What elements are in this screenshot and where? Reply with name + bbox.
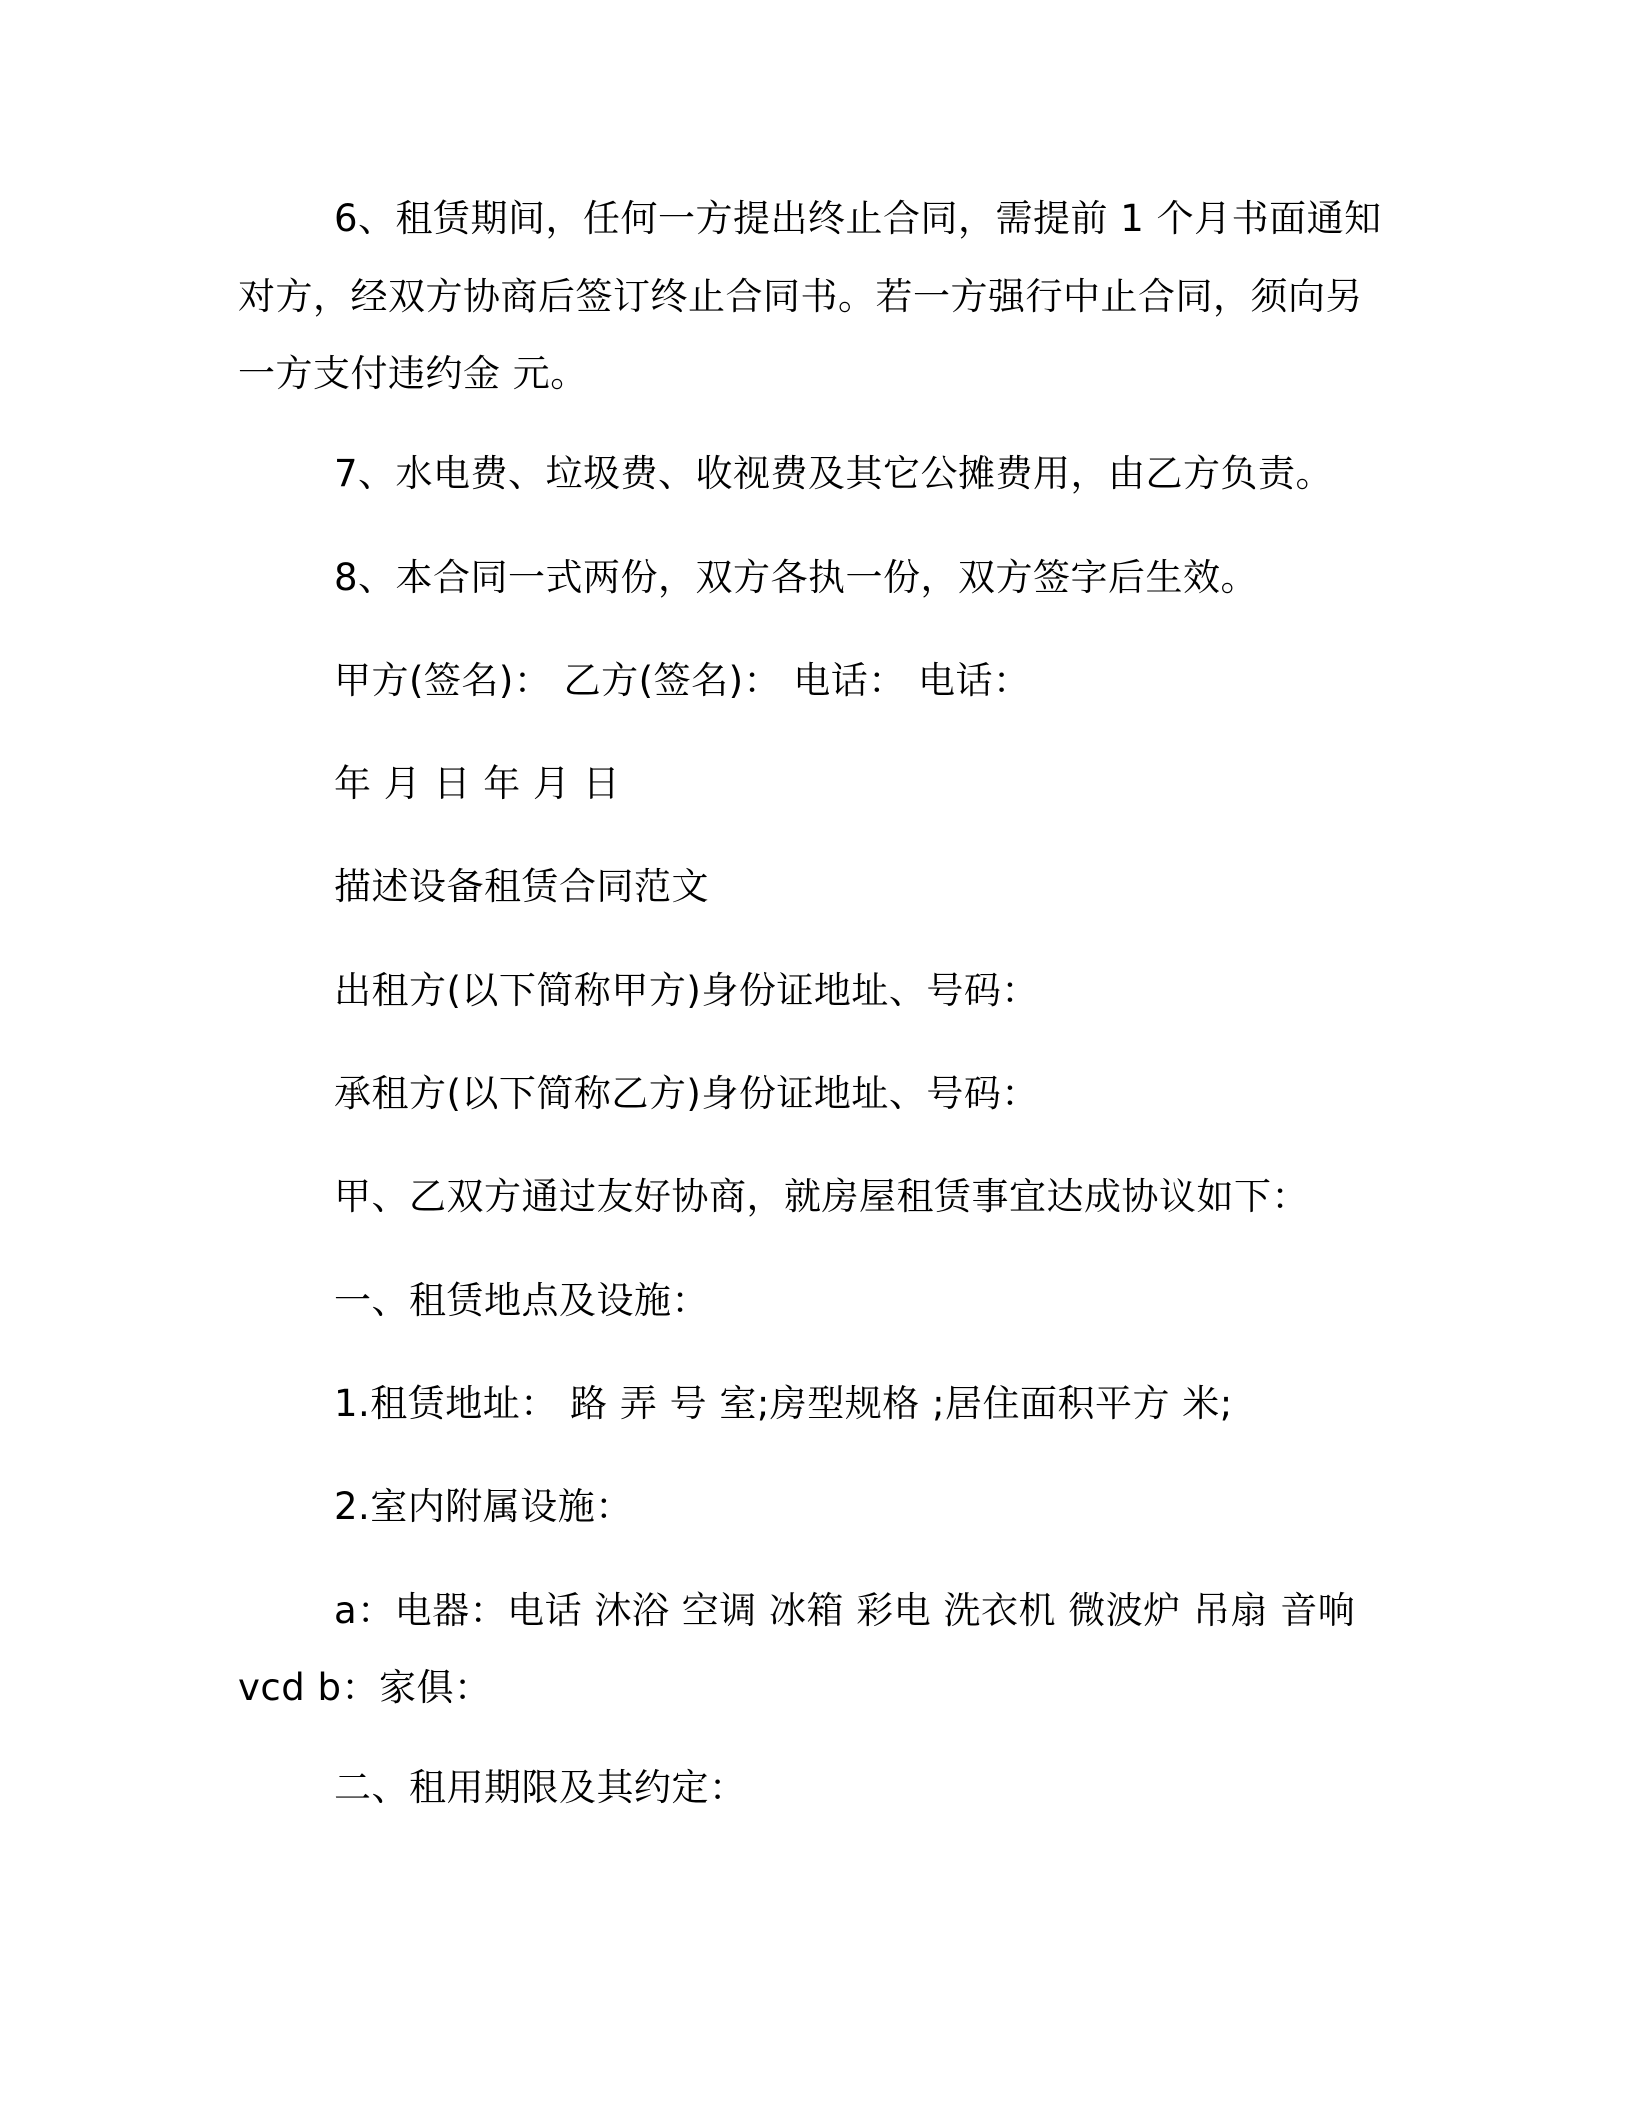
- appliances-line-1: a：电器：电话 沐浴 空调 冰箱 彩电 洗衣机 微波炉 吊扇 音响: [334, 1589, 1356, 1632]
- item-1-address: 1.租赁地址： 路 弄 号 室;房型规格 ;居住面积平方 米;: [334, 1382, 1233, 1425]
- agreement-intro: 甲、乙双方通过友好协商，就房屋租赁事宜达成协议如下：: [334, 1175, 1309, 1218]
- appliances-line-2: vcd b：家俱：: [238, 1666, 492, 1709]
- lessor-line: 出租方(以下简称甲方)身份证地址、号码：: [334, 969, 1039, 1012]
- heading-2: 二、租用期限及其约定：: [334, 1766, 747, 1809]
- clause-6-line-1: 6、租赁期间，任何一方提出终止合同，需提前 1 个月书面通知: [334, 197, 1382, 240]
- signature-line: 甲方(签名)： 乙方(签名)： 电话： 电话：: [334, 659, 1031, 702]
- clause-7: 7、水电费、垃圾费、收视费及其它公摊费用，由乙方负责。: [334, 452, 1334, 495]
- clause-6-line-3: 一方支付违约金 元。: [238, 352, 588, 395]
- date-line: 年 月 日 年 月 日: [334, 762, 621, 805]
- section-title: 描述设备租赁合同范文: [334, 865, 709, 908]
- lessee-line: 承租方(以下简称乙方)身份证地址、号码：: [334, 1072, 1039, 1115]
- clause-8: 8、本合同一式两份，双方各执一份，双方签字后生效。: [334, 556, 1259, 599]
- clause-6-line-2: 对方，经双方协商后签订终止合同书。若一方强行中止合同，须向另: [238, 275, 1363, 318]
- heading-1: 一、租赁地点及设施：: [334, 1279, 709, 1322]
- item-2-facilities: 2.室内附属设施：: [334, 1485, 633, 1528]
